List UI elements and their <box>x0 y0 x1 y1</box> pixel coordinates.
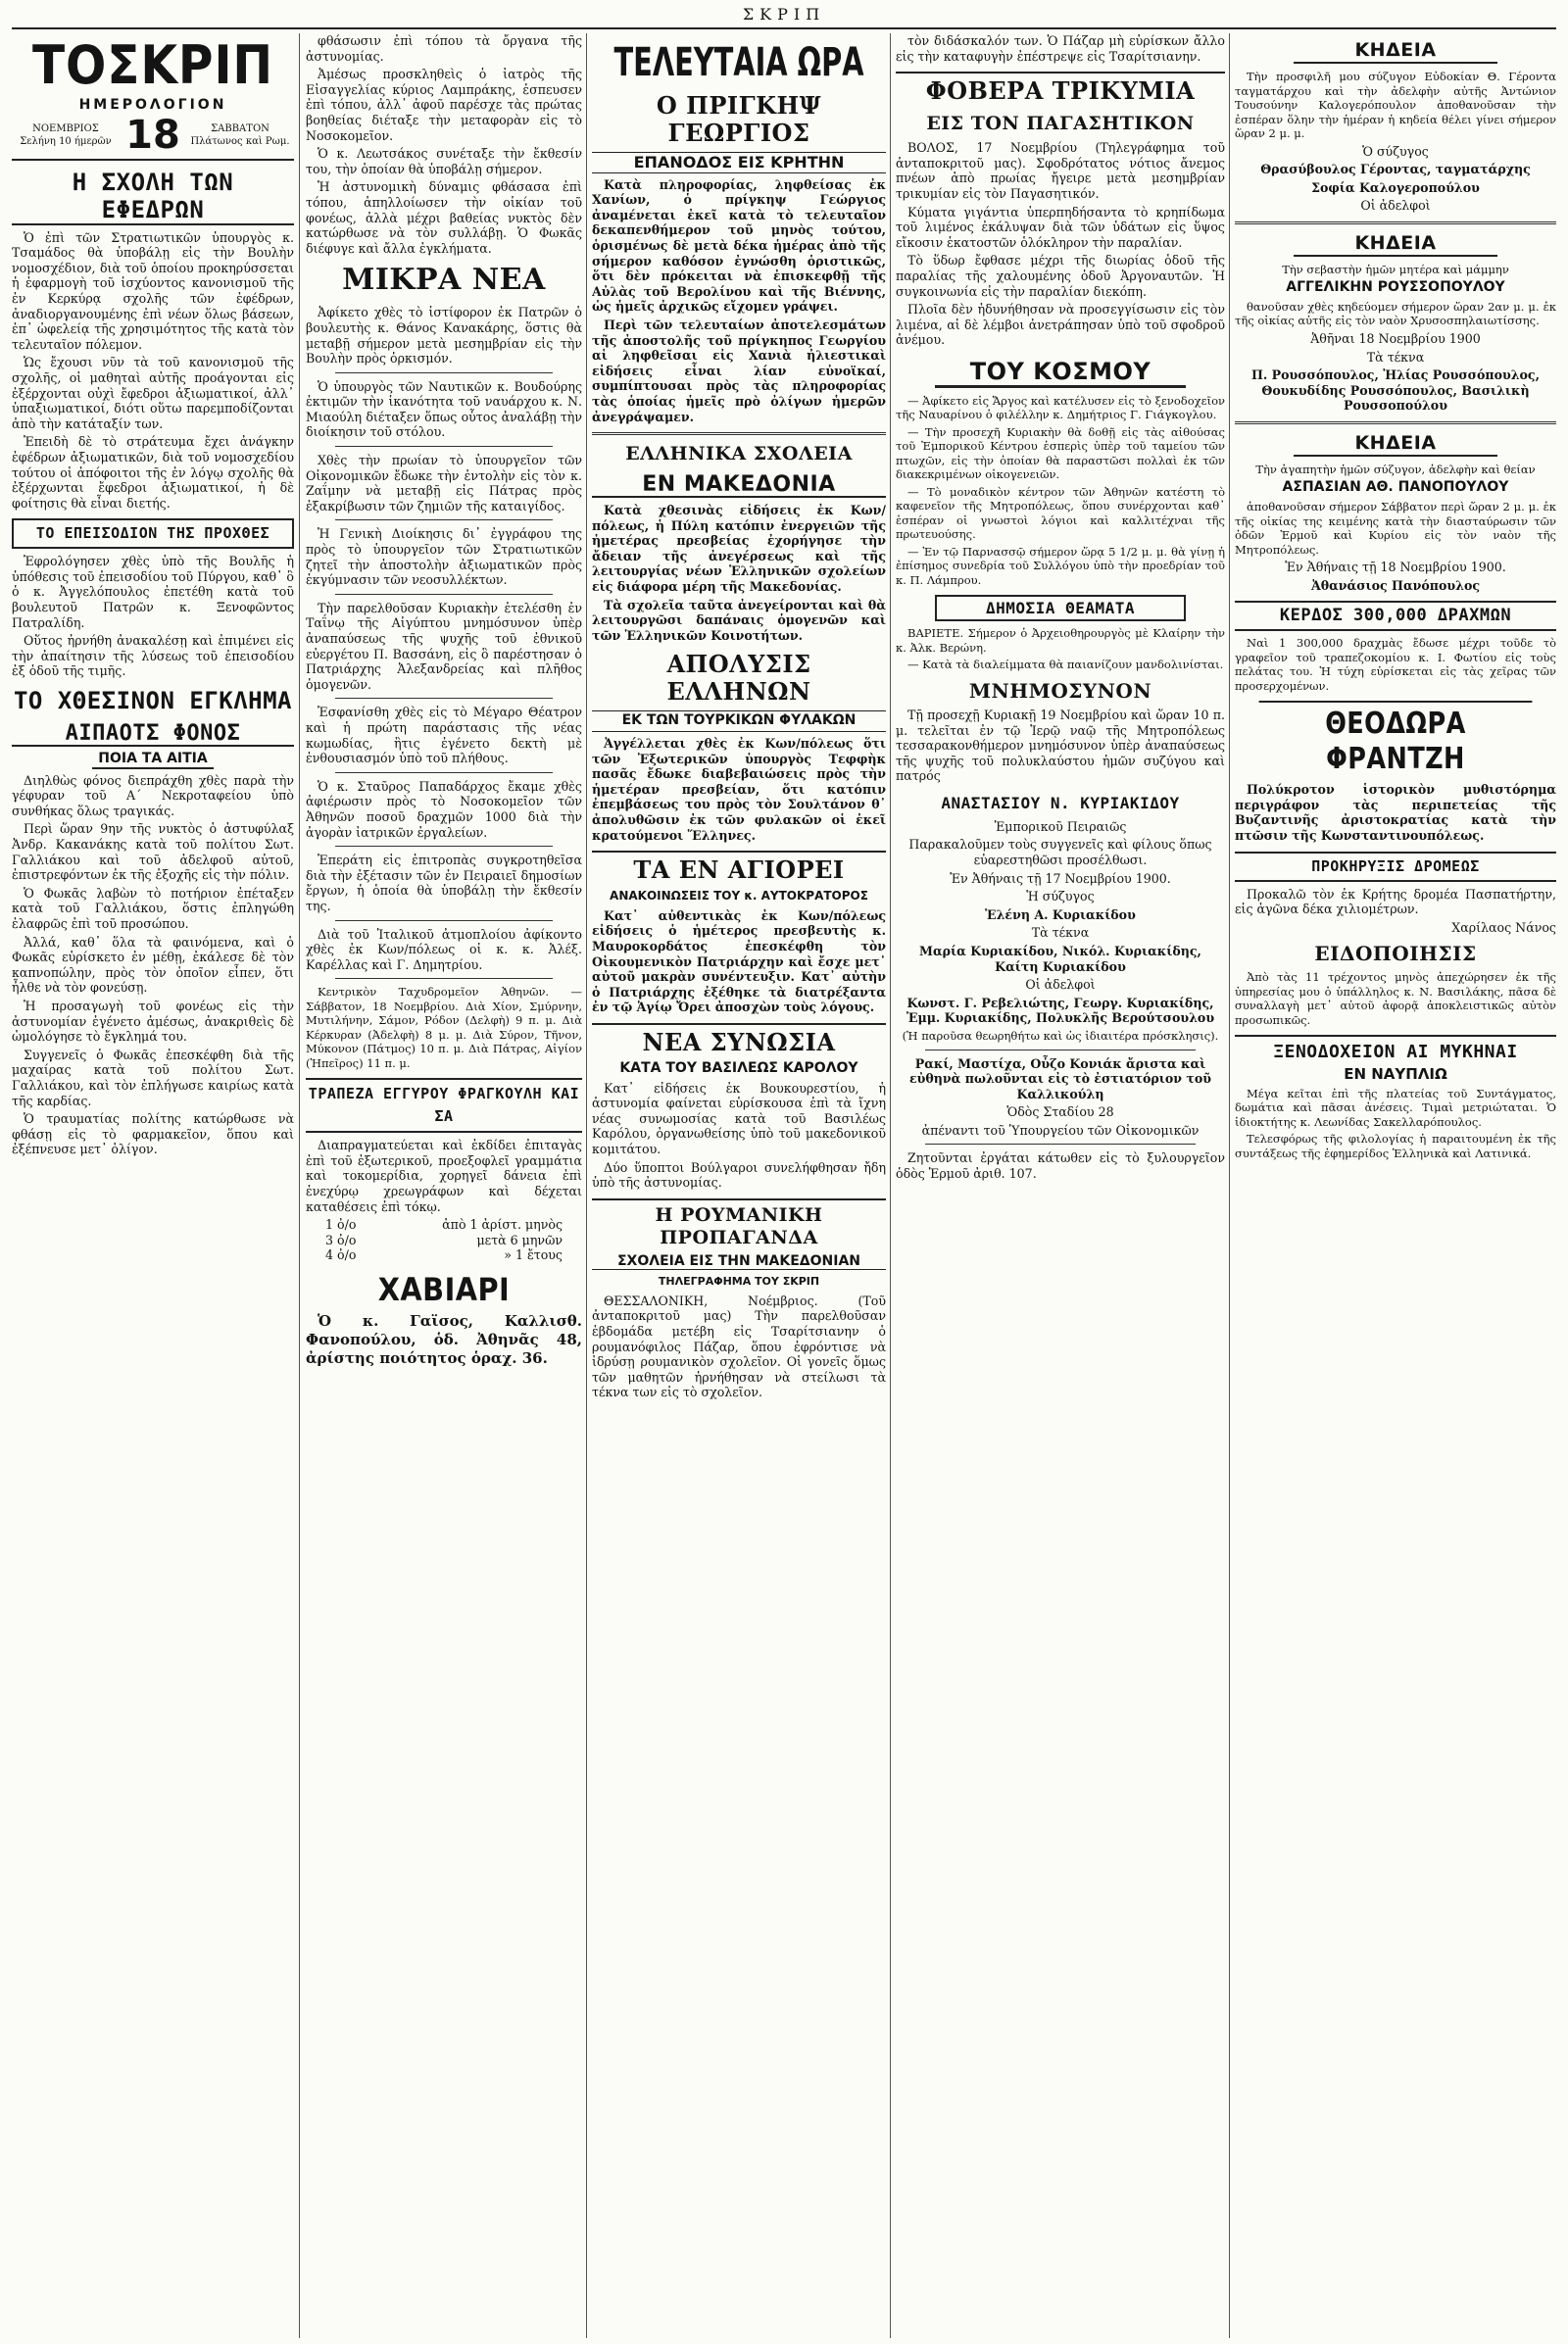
paragraph: Διὰ τοῦ Ἰταλικοῦ ἀτμοπλοίου ἀφίκοντο χθὲς ἐκ Κων/πόλεως οἱ κ. κ. Ἀλέξ. Καρέλλας καὶ Γ. Δημητρίου. <box>306 926 582 972</box>
paragraph: Ὡς ἔχουσι νῦν τὰ τοῦ κανονισμοῦ τῆς σχολῆς, οἱ μαθηταὶ αὐτῆς προάγονται εἰς ἐξέρχονται οὐχὶ ἔφεδροι ἀξιωματικοί, ἀλλ᾿ ὑπαξιωματικοί, διότι οὕτω παρεμποδίζονται ἀπὸ τὴν κατάταξίν των. <box>12 355 294 431</box>
paragraph: Κατ᾿ εἰδήσεις ἐκ Βουκουρεστίου, ἡ ἀστυνομία φαίνεται εὑρίσκουσα ἐπὶ τὰ ἴχνη νέας συνωμοσίας κατὰ τοῦ Βασιλέως Καρόλου, ὀργανωθείσης ὑπὸ τοῦ μακεδονικοῦ κομιτάτου. <box>592 1080 886 1156</box>
paragraph: Ἀπὸ τὰς 11 τρέχοντος μηνὸς ἀπεχώρησεν ἐκ τῆς ὑπηρεσίας μου ὁ ὑπάλληλος κ. Ν. Βασιλάκης, πᾶσα δὲ συναλλαγὴ μετ᾿ αὐτοῦ ἀφορᾷ ἀποκλειστικῶς αὐτὸν προσωπικῶς. <box>1235 970 1556 1027</box>
paragraph: (Ἡ παροῦσα θεωρηθήτω καὶ ὡς ἰδιαιτέρα πρόσκλησις). <box>902 1029 1219 1043</box>
paragraph: Προκαλῶ τὸν ἐκ Κρήτης δρομέα Πασπατήρτην, εἰς ἀγῶνα δέκα χιλιομέτρων. <box>1235 886 1556 917</box>
separator <box>1235 221 1556 224</box>
table-row: 1 ὀ/ο ἀπὸ 1 ἀρίστ. μηνὸς <box>325 1217 563 1233</box>
headline: ΕΛΛΗΝΙΚΑ ΣΧΟΛΕΙΑ <box>625 443 853 465</box>
headline: Η ΣΧΟΛΗ ΤΩΝ ΕΦΕΔΡΩΝ <box>12 169 294 225</box>
subheadline: ΑΓΓΕΛΙΚΗΝ ΡΟΥΣΣΟΠΟΥΛΟΥ <box>1286 279 1505 296</box>
paragraph: Συγγενεῖς ὁ Φωκᾶς ἐπεσκέφθη διὰ τῆς μαχαίρας κατὰ τοῦ πολίτου Σωτ. Γαλλιάκου, καὶ τὸν ἐπλήγωσε καιρίως κατὰ τῆς καρδίας. <box>12 1047 294 1108</box>
paragraph: Ὁ ὑπουργὸς τῶν Ναυτικῶν κ. Βουδούρης ἐκτιμῶν τὴν ἱκανότητα τοῦ ναυάρχου κ. Ν. Μιαούλη διέταξεν ὅπως οὗτος ἀναλάβῃ τὴν διοίκησιν τοῦ στόλου. <box>306 378 582 440</box>
memorial-names <box>896 819 1225 1146</box>
paragraph: — Τὸ μοναδικὸν κέντρον τῶν Ἀθηνῶν κατέστη τὸ καφενεῖον τῆς Μητροπόλεως, ὅπου συνέρχονται καθ᾿ ἑσπέραν οἱ γνωστοὶ λόγιοι καὶ καλλιτέχναι τῆς πρωτευούσης. <box>896 484 1225 542</box>
paragraph: Ἐν Ἀθήναις τῇ 18 Νοεμβρίου 1900. <box>1285 560 1506 575</box>
paragraph: Τὴν σεβαστὴν ἡμῶν μητέρα καὶ μάμμην <box>1282 262 1509 276</box>
subheadline: ΣΧΟΛΕΙΑ ΕΙΣ ΤΗΝ ΜΑΚΕΔΟΝΙΑΝ <box>592 1254 886 1271</box>
paragraph: ἀποθανοῦσαν σήμερον Σάββατον περὶ ὥραν 2 μ. μ. ἐκ τῆς οἰκίας της κειμένης κατὰ τὴν διασταύρωσιν τῶν ὁδῶν Ἑρμοῦ καὶ Κυρίου εἰς τὸν ναὸν τῆς Μητροπόλεως. <box>1235 500 1556 557</box>
paragraph: Παρακαλοῦμεν τοὺς συγγενεῖς καὶ φίλους ὅπως εὐαρεστηθῶσι προσέλθωσι. <box>908 837 1212 868</box>
paragraph: Περὶ ὥραν 9ην τῆς νυκτὸς ὁ ἀστυφύλαξ Ἀνδρ. Κακανάκης κατὰ τοῦ πολίτου Σωτ. Γαλλιάκου καὶ τοῦ ἀδελφοῦ αὐτοῦ, ἐπιστρεφόντων ἐκ τῆς ἐξοχῆς εἰς τὴν πόλιν. <box>12 821 294 883</box>
separator <box>1235 421 1556 424</box>
subheadline: ΑΝΑΚΟΙΝΩΣΕΙΣ ΤΟΥ κ. ΑΥΤΟΚΡΑΤΟΡΟΣ <box>610 889 868 903</box>
headline: ΜΝΗΜΟΣΥΝΟΝ <box>968 678 1152 703</box>
paragraph: Ὁ τραυματίας πολίτης κατώρθωσε νὰ φθάσῃ εἰς τὸ φαρμακεῖον, ὅπου καὶ ἐξέπνευσε μετ᾿ ὀλίγον. <box>12 1111 294 1157</box>
separator <box>335 594 553 595</box>
column-4 <box>896 33 1225 2338</box>
paragraph: Τὴν προσφιλῆ μου σύζυγον Εὐδοκίαν Θ. Γέροντα ταγματάρχου καὶ τὴν ἀδελφὴν αὐτῆς Ἀντώνιον Τουσούνην Καλογερόπουλον ἀποθανοῦσαν τὴν ἐσπέραν ὅλην τὴν ἡμέραν ἡ κηδεία θέλει γίνει σήμερον ὥραν 2 μ. μ. <box>1235 70 1556 140</box>
paragraph: — Τὴν προσεχῆ Κυριακὴν θὰ δοθῇ εἰς τὰς αἰθούσας τοῦ Ἐμπορικοῦ Κέντρου ἑσπερὶς ὑπὲρ τοῦ ταμείου τῶν πτωχῶν, εἰς τὴν ὁποίαν θὰ παραστῶσι πολλαὶ ἐκ τῶν διακεκριμένων οἰκογενειῶν. <box>896 424 1225 482</box>
paragraph: — Ἐν τῷ Παρνασσῷ σήμερον ὥρᾳ 5 1/2 μ. μ. θὰ γίνῃ ἡ ἐπίσημος συνεδρία τοῦ Συλλόγου ὑπὸ τὴν προεδρίαν τοῦ κ. Π. Λάμπρου. <box>896 544 1225 587</box>
headline: Ο ΠΡΙΓΚΗΨ ΓΕΩΡΓΙΟΣ <box>656 91 822 147</box>
column-5 <box>1235 33 1556 2338</box>
paragraph: Ἀλλά, καθ᾿ ὅλα τὰ φαινόμενα, καὶ ὁ Φωκᾶς εὑρίσκετο ἐν μέθῃ, ἐκάλεσε δὲ τὸν καπνοπώλην, πρὸς τὸν ὁποῖον εἶπεν, ὅτι ἦλθε νὰ τὸν φονεύσῃ. <box>12 934 294 996</box>
paragraph: Ζητοῦνται ἐργάται κάτωθεν εἰς τὸ ξυλουργεῖον ὁδὸς Ἑρμοῦ ἀριθ. 107. <box>896 1150 1225 1182</box>
paragraph: Τελεσφόρως τῆς φιλολογίας ἡ παραιτουμένη ἐκ τῆς συντάξεως τῆς ἐφημερίδος Ἑλληνικὰ καὶ Λατινικά. <box>1235 1132 1556 1160</box>
paragraph: Κατὰ πληροφορίας, ληφθείσας ἐκ Χανίων, ὁ πρίγκηψ Γεώργιος ἀναμένεται ἐκεῖ κατὰ τὸ τελευταῖον δεκαπενθήμερον τοῦ μηνὸς τούτου, ὁρισμένως δὲ μετὰ δέκα ἡμέρας ἀπὸ τῆς σήμερον καθόσον ἐγνώσθη ὁριστικῶς, ὅτι δὲν πρόκειται νὰ ἐπισκεφθῇ τῆς Αὐλὰς τοῦ Βερολίνου καὶ τῆς Βιέννης, ὡς ἡμεῖς ἀρχικῶς εἴχομεν γράψει. <box>592 176 886 315</box>
paragraph: Κεντρικὸν Ταχυδρομεῖον Ἀθηνῶν. — Σάββατον, 18 Νοεμβρίου. Διὰ Χίον, Σμύρνην, Μυτιλήνην, Σάμον, Ρόδον (Δελφὴ) 9 π. μ. Διὰ Κέρκυραν (Ἀδελφὴ) 8 μ. μ. Διὰ Σύρον, Τῆνον, Μύκονον (Πάτμος) 10 π. μ. Διὰ Πάτρας, Αἰγίον (Ἠπεῖρος) 11 π. μ. <box>306 985 582 1070</box>
column-rule <box>586 33 587 2338</box>
paragraph: Τὰ τέκνα <box>1366 349 1425 365</box>
date-right <box>186 122 294 148</box>
headline: ΕΙΔΟΠΟΙΗΣΙΣ <box>1314 942 1477 966</box>
headline: ΑΠΟΛΥΣΙΣ ΕΛΛΗΝΩΝ <box>666 650 811 707</box>
subheadline: ΠΟΙΑ ΤΑ ΑΙΤΙΑ <box>12 752 294 769</box>
headline: ΦΟΒΕΡΑ ΤΡΙΚΥΜΙΑ <box>896 72 1225 105</box>
paragraph: — Κατὰ τὰ διαλείμματα θὰ παιανίζουν μανδολινίσται. <box>907 658 1224 672</box>
paragraph: Οὕτος ἠρνήθη ἀνακαλέσῃ καὶ ἐπιμένει εἰς τὴν ἀπαίτησιν τῆς λύσεως τοῦ ἐπεισοδίου ἐξ ὁδοῦ τῆς τιμῆς. <box>12 633 294 679</box>
subheadline: ΤΗΛΕΓΡΑΦΗΜΑ ΤΟΥ ΣΚΡΙΠ <box>658 1275 820 1289</box>
paragraph: ΘΕΣΣΑΛΟΝΙΚΗ, Νοέμβριος. (Τοῦ ἀνταποκριτοῦ μας) Τὴν παρελθοῦσαν ἑβδομάδα μετέβη εἰς Τσαρίτσιανην ὁ ρουμανόφιλος Πάζαρ, ὅπου ἐφρόντισε νὰ ἱδρύσῃ ρουμανικὸν σχολεῖον. Οἱ γονεῖς ὅμως τῶν μαθητῶν ἠρνήθησαν νὰ στείλωσι τὰ τέκνα των εἰς τὸ σχολεῖον. <box>592 1293 886 1400</box>
date-left <box>12 122 120 148</box>
separator <box>335 446 553 447</box>
paragraph: Ναὶ 1 300,000 δραχμὰς ἔδωσε μέχρι τοῦδε τὸ γραφεῖον τοῦ τραπεζοκομίου κ. Ι. Φωτίου εἰς τοὺς πελάτας του. Ἡ τύχη εὑρίσκεται εἰς τὰς χεῖρας τῶν προσερχομένων. <box>1235 636 1556 693</box>
paragraph: τὸν διδάσκαλόν των. Ὁ Πάζαρ μὴ εὑρίσκων ἄλλο εἰς τὴν καταφυγὴν ἐπέστρεψε εἰς Τσαρίτσιανην. <box>896 33 1225 64</box>
paragraph: Ὁ ἐπὶ τῶν Στρατιωτικῶν ὑπουργὸς κ. Τσαμάδος θὰ ὑποβάλῃ εἰς τὴν Βουλὴν νομοσχέδιον, διὰ τοῦ ὁποίου προκηρύσσεται ἡ ἐφαρμογὴ τοῦ ἰσχύοντος κανονισμοῦ τῆς ἐν Κερκύρᾳ σχολῆς τῶν ἐφέδρων, ἀναδιοργανουμένης ἐπὶ νέων ὅλως βάσεων, ἐπ᾿ ὠφελείᾳ τῆς χρησιμότητος τῆς κατὰ τὸν τελευταῖον πόλεμον. <box>12 229 294 352</box>
paragraph: Ὁ σύζυγος <box>1362 143 1429 159</box>
funeral-names <box>1235 144 1556 214</box>
paragraph: Τὴν παρελθοῦσαν Κυριακὴν ἐτελέσθη ἐν Ταΐνῳ τῆς Αἰγύπτου μνημόσυνον ὑπὲρ ἀναπαύσεως τῆς ψυχῆς τοῦ ἐθνικοῦ εὐεργέτου Π. Βασσάνη, εἰς ὃ παρέστησαν ὁ Πατριάρχης Ἀλεξανδρείας καὶ πλῆθος ὁμογενῶν. <box>306 600 582 692</box>
paragraph: Ὁ Φωκᾶς λαβὼν τὸ ποτήριον ἐπέταξεν κατὰ τοῦ Γαλλιάκου, ὅστις ἐπληγώθη ἐλαφρῶς ἐπὶ τοῦ προσώπου. <box>12 885 294 931</box>
paragraph: Ἐπεράτη εἰς ἐπιτροπὰς συγκροτηθεῖσα διὰ τὴν ἐξέτασιν τῶν ἐν Πειραιεῖ δημοσίων ἔργων, ἡ ὁποία θὰ ὑποβάλῃ τὴν ἔκθεσίν της. <box>306 853 582 913</box>
column-rule <box>890 33 891 2338</box>
headline-last-hour: ΤΕΛΕΥΤΑΙΑ ΩΡΑ <box>613 40 864 85</box>
paragraph: φθάσωσιν ἐπὶ τόπου τὰ ὄργανα τῆς ἀστυνομίας. <box>306 33 582 64</box>
saint: Πλάτωνος καὶ Ρωμ. <box>190 135 290 147</box>
paragraph: Ἡ σύζυγος <box>1026 889 1095 904</box>
paragraph: Ὁδὸς Σταδίου 28 <box>1006 1104 1114 1120</box>
separator <box>335 519 553 520</box>
paragraph: θανοῦσαν χθὲς κηδεύομεν σήμερον ὥραν 2αν μ. μ. ἐκ τῆς οἰκίας αὐτῆς εἰς τὸν ναὸν Χρυσοσπηλαιωτίσσης. <box>1235 299 1556 328</box>
headline: ΚΗΔΕΙΑ <box>1294 432 1497 457</box>
paragraph: Τὸ ὕδωρ ἔφθασε μέχρι τῆς διωρίας ὁδοῦ τῆς παραλίας τῆς χαλουμένης ὁδοῦ Ἀργοναυτῶν. Ἡ συγκοινωνία εἰς τὴν παραλίαν διεκόπη. <box>896 253 1225 299</box>
day-name: ΣΑΒΒΑΤΟΝ <box>211 122 270 134</box>
subheadline: ΕΚ ΤΩΝ ΤΟΥΡΚΙΚΩΝ ΦΥΛΑΚΩΝ <box>592 710 886 732</box>
column-rule <box>1229 33 1230 2338</box>
paragraph: Χαρίλαος Νάνος <box>1451 919 1556 935</box>
paragraph: Θρασύβουλος Γέροντας, ταγματάρχης <box>1260 162 1531 177</box>
column-1 <box>12 33 294 2338</box>
funeral-names <box>1235 331 1556 414</box>
paragraph: Ἑλένη Α. Κυριακίδου <box>985 906 1136 922</box>
paragraph: Ἐπειδὴ δὲ τὸ στράτευμα ἔχει ἀνάγκην ἐφέδρων ἀξιωματικῶν, διὰ τοῦ νομοσχεδίου τούτου οἱ ἀπόφοιτοι τῆς ἐν λόγῳ σχολῆς θὰ ἐξέρχωνται ἔφεδροι ἀξιωματικοί, ἡ δὲ φοίτησις θὰ εἶναι διετής. <box>12 434 294 511</box>
paragraph: Ἐφρολόγησεν χθὲς ὑπὸ τῆς Βουλῆς ἡ ὑπόθεσις τοῦ ἐπεισοδίου τοῦ Πύργου, καθ᾿ ὃ ὁ κ. Ἀγγελόπουλος ἐπετέθη κατὰ τοῦ βουλευτοῦ Πατρῶν κ. Ξενοφῶντος Πατραλίδη. <box>12 554 294 630</box>
headline: ΞΕΝΟΔΟΧΕΙΟΝ ΑΙ ΜΥΚΗΝΑΙ <box>1235 1035 1556 1063</box>
day-number: 18 <box>125 112 180 158</box>
paragraph: Κύματα γιγάντια ὑπερπηδήσαντα τὸ κρηπίδωμα τοῦ λιμένος ἐκάλυψαν διὰ τῶν ὑδάτων εἰς ὕψος εἴκοσιν ἑκατοστῶν ὁλόκληρον τὴν παραλίαν. <box>896 204 1225 250</box>
top-rule <box>12 27 1556 29</box>
paragraph: Ἐσφανίσθη χθὲς εἰς τὸ Μέγαρο Θέατρον καὶ ἡ πρώτη παράστασις τῆς νέας κωμωδίας, ἣτις ἐγένετο δεκτὴ μὲ ἐνθουσιασμόν ὑπὸ τοῦ πλήθους. <box>306 705 582 766</box>
paragraph: Τὰ τέκνα <box>1031 925 1090 941</box>
separator <box>335 772 553 773</box>
paragraph: ἀπέναντι τοῦ Ὑπουργείου τῶν Οἰκονομικῶν <box>921 1122 1200 1138</box>
paragraph: Κωνστ. Γ. Ρεβελιώτης, Γεωργ. Κυριακίδης, Ἐμμ. Κυριακίδης, Πολυκλῆς Βερούτσουλου <box>906 995 1215 1026</box>
paragraph: Ἀγγέλλεται χθὲς ἐκ Κων/πόλεως ὅτι τῶν Ἐξωτερικῶν ὑπουργὸς Τεφφὴκ πασᾶς ἔδωκε διαβεβαιώσεις πρὸς τὴν ἡμετέραν πρεσβείαν, ὅτι κατόπιν ἐπεμβάσεως του πρὸς τὸν Σουλτάνον θ᾿ ἀπολυθῶσιν ἐκ τῶν φυλακῶν οἱ ἐκεῖ κρατούμενοι Ἕλληνες. <box>592 736 886 843</box>
headline: ΠΡΟΚΗΡΥΞΙΣ ΔΡΟΜΕΩΣ <box>1235 852 1556 882</box>
paragraph: Τὰ σχολεῖα ταῦτα ἀνεγείρονται καὶ θὰ λειτουργῶσι δαπάναις ὁμογενῶν καὶ τῶν Ἑλληνικῶν Κοινοτήτων. <box>592 597 886 643</box>
paragraph: Διαπραγματεύεται καὶ ἐκδίδει ἐπιταγὰς ἐπὶ τοῦ ἐξωτερικοῦ, προεξοφλεῖ γραμμάτια καὶ τοκομερίδια, χορηγεῖ δάνεια ἐπὶ ἐνεχύρῳ χρεωγράφων καὶ δέχεται καταθέσεις ἐπὶ τόκῳ. <box>306 1138 582 1214</box>
funeral-names <box>1235 560 1556 593</box>
month: ΝΟΕΜΒΡΙΟΣ <box>32 122 99 134</box>
paragraph: — Ἀφίκετο εἰς Ἄργος καὶ κατέλυσεν εἰς τὸ ξενοδοχεῖον τῆς Ναυαρίνου ὁ φιλέλλην κ. Δημήτριος Γ. Γιάγκογλου. <box>896 393 1225 422</box>
paragraph: Π. Ρουσσόπουλος, Ἠλίας Ρουσσόπουλος, Θουκυδίδης Ρουσσόπουλος, Βασιλικὴ Ρουσσοπούλου <box>1250 367 1540 414</box>
paragraph: Ρακί, Μαστίχα, Οὖζο Κονιάκ ἄριστα καὶ εὐθηνὰ πωλοῦνται εἰς τὸ ἐστιατόριον τοῦ Καλλικούλη <box>908 1055 1212 1101</box>
paragraph: Σοφία Καλογεροπούλου <box>1311 179 1480 195</box>
paragraph: Ἡ Γενικὴ Διοίκησις δι᾿ ἐγγράφου της πρὸς τὸ ὑπουργεῖον τῶν Στρατιωτικῶν ζητεῖ τὴν ἀποστολὴν ἀξιωματικῶν πρὸς ἐκγύμνασιν τῶν νεοσυλλέκτων. <box>306 526 582 588</box>
separator <box>335 372 553 373</box>
paragraph: Οἱ ἀδελφοὶ <box>1025 977 1096 993</box>
paragraph: Κατὰ χθεσινὰς εἰδήσεις ἐκ Κων/πόλεως, ἡ Πύλη κατόπιν ἐνεργειῶν τῆς ἡμετέρας πρεσβείας ἐχορήγησε τὴν ἄδειαν τῆς ἀνεγέρσεως καὶ τῆς λειτουργίας νέων Ἑλληνικῶν σχολείων εἰς διάφορα μέρη τῆς Μακεδονίας. <box>592 503 886 595</box>
paragraph: Περὶ τῶν τελευταίων ἀποτελεσμάτων τῆς ἀποστολῆς τοῦ πρίγκηπος Γεωργίου αἱ ληφθεῖσαι εἰς Χανιὰ ἠλιεστικαὶ εἰδήσεις εἶναι λίαν εὐνοϊκαί, συμπίπτουσαι πρὸς τὰς πληροφορίας τὰς ὁποίας ἡμεῖς πρὸ ὀλίγων ἡμερῶν ἀνεγράψαμεν. <box>592 317 886 424</box>
column-3 <box>592 33 886 2338</box>
paragraph: Ἀμέσως προσκληθεὶς ὁ ἰατρὸς τῆς Εἰσαγγελίας κύριος Λαμπράκης, ἐσπευσεν ἐπὶ τόπου, ἀλλ᾿ ἀφοῦ παρέσχε τὰς πρώτας βοηθείας διέταξε τὴν μεταφορὰν εἰς τὸ Νοσοκομεῖον. <box>306 67 582 143</box>
separator <box>335 920 553 921</box>
separator <box>335 978 553 979</box>
paragraph: Πλοῖα δὲν ἠδυνήθησαν νὰ προσεγγίσωσιν εἰς τὸν λιμένα, αἱ δὲ λέμβοι ἀνετράπησαν ὑπὸ τοῦ σφοδροῦ ἀνέμου. <box>896 302 1225 348</box>
paragraph: Ἡ προσαγωγὴ τοῦ φονέως εἰς τὴν ἀστυνομίαν ἐγένετο ἀμέσως, ἀνακριθεὶς δὲ ὡμολόγησε τὸ ἔγκλημά του. <box>12 998 294 1045</box>
masthead <box>12 33 294 114</box>
table-row: 4 ὀ/ο » 1 ἔτους <box>325 1247 563 1263</box>
separator <box>925 1144 1196 1145</box>
paragraph: Διηλθὼς φόνος διεπράχθη χθὲς παρὰ τὴν γέφυραν τοῦ Α΄ Νεκροταφείου ὑπὸ συνθήκας ὅλως τραγικάς. <box>12 772 294 818</box>
separator <box>335 846 553 847</box>
headline: ΤΑ ΕΝ ΑΓΙΟΡΕΙ <box>592 851 886 884</box>
separator <box>335 698 553 699</box>
interest-table <box>306 1217 582 1263</box>
paragraph: ΒΑΡΙΕΤΕ. Σήμερον ὁ Ἀρχειοθηρουργὸς μὲ Κλαίρην τὴν κ. Ἀλκ. Βερώνη. <box>896 626 1225 655</box>
headline: ΤΟΥ ΚΟΣΜΟΥ <box>935 358 1186 388</box>
separator <box>592 432 886 435</box>
paragraph: Χθὲς τὴν πρωίαν τὸ ὑπουργεῖον τῶν Οἰκονομικῶν ἔδωκε τὴν ἐντολὴν εἰς τὸν κ. Ζαΐμην νὰ μεταβῇ εἰς Πάτρας πρὸς ἐξακρίβωσιν τῶν ζημιῶν τῆς καταιγίδος. <box>306 453 582 513</box>
headline: ΚΕΡΔΟΣ 300,000 ΔΡΑΧΜΩΝ <box>1235 601 1556 631</box>
column-rule <box>299 33 300 2338</box>
headline: ΕΝ ΜΑΚΕΔΟΝΙΑ <box>592 473 886 498</box>
paragraph: Ὁ κ. Σταῦρος Παπαδάρχος ἔκαμε χθὲς ἀφιέρωσιν πρὸς τὸ Νοσοκομεῖον τῶν Ἀθηνῶν ποσοῦ δραχμῶν 1000 διὰ τὴν ἀγορὰν ἰατρικῶν ἐργαλείων. <box>306 778 582 840</box>
headline: ΚΗΔΕΙΑ <box>1294 232 1497 257</box>
running-head: ΣΚΡΙΠ <box>742 5 826 24</box>
paragraph: Τὴν ἀγαπητὴν ἡμῶν σύζυγον, ἀδελφὴν καὶ θείαν <box>1255 462 1536 476</box>
table-row: 3 ὀ/ο μετὰ 6 μηνῶν <box>325 1232 563 1247</box>
paragraph: ΒΟΛΟΣ, 17 Νοεμβρίου (Τηλεγράφημα τοῦ ἀνταποκριτοῦ μας). Σφοδρότατος νότιος ἄνεμος πνέων ἀπὸ πρωίας ἤγειρε μετὰ μεσημβρίαν τρικυμίαν εἰς τὸν Παγασητικόν. <box>896 140 1225 201</box>
headline: ΘΕΟΔΩΡΑ ΦΡΑΝΤΖΗ <box>1259 701 1533 777</box>
masthead-subtitle: ΗΜΕΡΟΛΟΓΙΟΝ <box>78 97 227 113</box>
subheadline: ΑΣΠΑΣΙΑΝ ΑΘ. ΠΑΝΟΠΟΥΛΟΥ <box>1282 479 1509 496</box>
paragraph: Ἀφίκετο χθὲς τὸ ἱστίφορον ἐκ Πατρῶν ὁ βουλευτὴς κ. Θάνος Κανακάρης, ὅστις θὰ μεταβῇ σήμερον μετὰ μεσημβρίαν εἰς τὴν Βουλὴν πρὸς ὁρκισμόν. <box>306 305 582 366</box>
moon: Σελήνη 10 ήμερῶν <box>20 135 112 147</box>
paragraph: Ἐν Ἀθήναις τῇ 17 Νοεμβρίου 1900. <box>950 870 1171 886</box>
headline: Η ΡΟΥΜΑΝΙΚΗ ΠΡΟΠΑΓΑΝΔΑ <box>592 1198 886 1249</box>
paragraph: Ὁ κ. Γαϊσος, Καλλισθ. Φανοπούλου, ὁδ. Ἀθηνᾶς 48, ἀρίστης ποιότητος ὁραχ. 36. <box>306 1312 582 1368</box>
paragraph: Τῇ προσεχῇ Κυριακῇ 19 Νοεμβρίου καὶ ὥραν 10 π. μ. τελεῖται ἐν τῷ Ἱερῷ ναῷ τῆς Μητροπόλεως τεσσαρακονθήμερον μνημόσυνον ὑπὲρ ἀναπαύσεως τῆς ψυχῆς τοῦ πολυκλαύστου ἡμῶν συζύγου καὶ πατρός <box>896 707 1225 784</box>
subheadline: ΕΠΑΝΟΔΟΣ ΕΙΣ ΚΡΗΤΗΝ <box>592 152 886 173</box>
headline: ΚΗΔΕΙΑ <box>1294 39 1497 64</box>
paragraph: Ὁ κ. Λεωτσάκος συνέταξε τὴν ἔκθεσίν του, τὴν ὁποίαν θὰ ὑποβάλῃ σήμερον. <box>306 146 582 176</box>
paragraph: Ἀθῆναι 18 Νοεμβρίου 1900 <box>1310 330 1481 346</box>
paragraph: Οἱ ἀδελφοὶ <box>1360 198 1431 214</box>
headline: ΤΟ ΕΠΕΙΣΟΔΙΟΝ ΤΗΣ ΠΡΟΧΘΕΣ <box>12 518 294 549</box>
paragraph: Μαρία Κυριακίδου, Νικόλ. Κυριακίδης, Καίτη Κυριακίδου <box>919 944 1201 974</box>
paragraph: Μέγα κεῖται ἐπὶ τῆς πλατείας τοῦ Συντάγματος, δωμάτια καὶ πᾶσαι ἀνέσεις. Τιμαὶ μετριώταται. Ὁ ἰδιοκτήτης κ. Λεωνίδας Σακελλαρόπουλος. <box>1235 1086 1556 1129</box>
headline: ΜΙΚΡΑ ΝΕΑ <box>342 263 546 298</box>
headline: ΔΗΜΟΣΙΑ ΘΕΑΜΑΤΑ <box>935 595 1186 621</box>
paragraph: Δύο ὕποπτοι Βούλγαροι συνελήφθησαν ἤδη ὑπὸ τῆς ἀστυνομίας. <box>592 1159 886 1191</box>
headline: ΑΙΠΑΟΤΣ ΦΟΝΟΣ <box>12 722 294 747</box>
headline: ΤΟ ΧΘΕΣΙΝΟΝ ΕΓΚΛΗΜΑ <box>13 687 293 715</box>
paragraph: Κατ᾿ αὐθεντικὰς ἐκ Κων/πόλεως εἰδήσεις ὁ ἡμέτερος πρεσβευτὴς κ. Μαυροκορδάτος ἐπεσκέφθη τὸν Οἰκουμενικὸν Πατριάρχην καὶ ἔσχε μετ᾿ αὐτοῦ μακρὰν συνέντευξιν. Κατ᾿ αὐτὴν ὁ Πατριάρχης ἐξέθηκε τὰ διατρέξαντα ἐν τῷ Ἁγίῳ Ὄρει ἀποσχὼν τοὺς λόγους. <box>592 907 886 1015</box>
headline: ΝΕΑ ΣΥΝΩΣΙΑ <box>592 1023 886 1056</box>
headline: ΧΑΒΙΑΡΙ <box>377 1271 511 1309</box>
paragraph: Ἐμπορικοῦ Πειραιῶς <box>994 818 1127 834</box>
headline: ΕΙΣ ΤΟΝ ΠΑΓΑΣΗΤΙΚΟΝ <box>926 113 1195 135</box>
column-2 <box>306 33 582 2338</box>
paragraph: Ἀθανάσιος Πανόπουλος <box>1310 577 1481 593</box>
subheadline: ΕΝ ΝΑΥΠΛΙΩ <box>1344 1065 1447 1084</box>
date-box <box>12 114 294 161</box>
headline: ΤΡΑΠΕΖΑ ΕΓΓΥΡΟΥ ΦΡΑΓΚΟΥΛΗ ΚΑΙ ΣΑ <box>306 1078 582 1133</box>
paragraph: Πολύκροτον ἱστορικὸν μυθιστόρημα περιγράφον τὰς περιπετείας τῆς Βυζαντινῆς ἀριστοκρατίας κατὰ τὴν πτῶσιν τῆς Κωνσταντινουπόλεως. <box>1235 782 1556 843</box>
headline: ΑΝΑΣΤΑΣΙΟΥ Ν. ΚΥΡΙΑΚΙΔΟΥ <box>941 793 1180 812</box>
subheadline: ΚΑΤΑ ΤΟΥ ΒΑΣΙΛΕΩΣ ΚΑΡΟΛΟΥ <box>619 1059 858 1076</box>
paragraph: Ἡ ἀστυνομικὴ δύναμις φθάσασα ἐπὶ τόπου, ἀπηλλοίωσεν τὴν οἰκίαν τοῦ φονέως, ἀλλὰ μέχρι βαθείας νυκτὸς δὲν κατώρθωσε νὰ τὸν συλλάβῃ. Ὁ Φωκᾶς διέφυγε καὶ ἄλλα ἐγκλήματα. <box>306 179 582 256</box>
masthead-title: ΤΟΣΚΡΙΠ <box>31 34 274 96</box>
